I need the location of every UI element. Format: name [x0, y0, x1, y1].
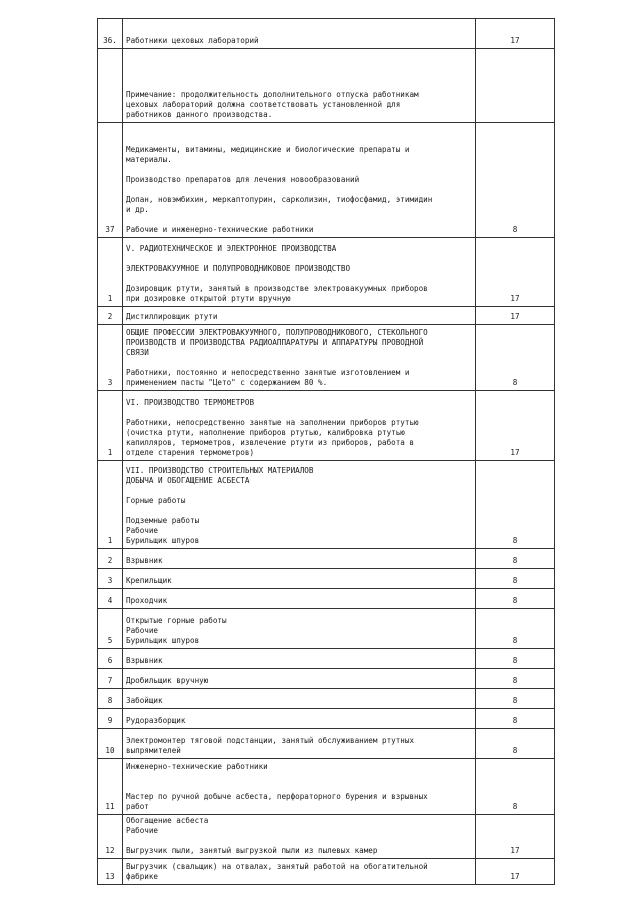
description-line: Работники цеховых лабораторий — [126, 36, 259, 45]
leave-days: 8 — [476, 461, 555, 549]
leave-days: 17 — [476, 19, 555, 49]
line-gap — [126, 506, 472, 516]
table-row — [98, 19, 555, 49]
row-number — [98, 49, 123, 123]
description-line: Крепильщик — [126, 576, 172, 585]
table-row — [98, 669, 555, 689]
description-line: фабрике — [126, 872, 159, 881]
description-line: Электромонтер тяговой подстанции, занятый обслуживанием ртутных — [126, 736, 415, 745]
table-row — [98, 815, 555, 859]
row-description — [123, 709, 476, 729]
row-description — [123, 19, 476, 49]
description-line: при дозировке открытой ртути вручную — [126, 294, 291, 303]
description-line: Инженерно-технические работники — [126, 762, 268, 771]
description-line: выпрямителей — [126, 746, 181, 755]
row-description — [123, 307, 476, 325]
row-description — [123, 689, 476, 709]
description-line: Работники, постоянно и непосредственно занятые изготовлением и — [126, 368, 410, 377]
description-line: Бурильщик шпуров — [126, 636, 200, 645]
description-line: Рабочие — [126, 626, 159, 635]
row-description — [123, 569, 476, 589]
line-gap — [126, 486, 472, 496]
leave-days — [476, 49, 555, 123]
description-line: Мастер по ручной добыче асбеста, перфораторного бурения и взрывных — [126, 792, 428, 801]
row-number: 2 — [98, 307, 123, 325]
table-row — [98, 549, 555, 569]
row-description — [123, 589, 476, 609]
row-number: 1 — [98, 461, 123, 549]
description-line: Работники, непосредственно занятые на заполнении приборов ртутью — [126, 418, 419, 427]
row-description — [123, 759, 476, 815]
description-line: Рабочие и инженерно-технические работники — [126, 225, 314, 234]
row-description — [123, 859, 476, 885]
description-line: (очистка ртути, наполнение приборов ртутью, калибровка ртутью — [126, 428, 405, 437]
description-line: Рудоразборщик — [126, 716, 186, 725]
description-line: Забойщик — [126, 696, 163, 705]
row-description — [123, 815, 476, 859]
row-number: 8 — [98, 689, 123, 709]
leave-days: 8 — [476, 325, 555, 391]
description-line: Открытые горные работы — [126, 616, 227, 625]
row-description — [123, 729, 476, 759]
description-line: отделе старения термометров) — [126, 448, 255, 457]
description-line: Обогащение асбеста — [126, 816, 209, 825]
description-line: материалы. — [126, 155, 172, 164]
row-description — [123, 238, 476, 307]
leave-days: 8 — [476, 549, 555, 569]
row-description — [123, 123, 476, 238]
row-description — [123, 649, 476, 669]
description-line: Горные работы — [126, 496, 186, 505]
line-gap — [126, 772, 472, 782]
row-number: 3 — [98, 325, 123, 391]
row-number: 9 — [98, 709, 123, 729]
table-row — [98, 307, 555, 325]
description-line: Проходчик — [126, 596, 168, 605]
row-description — [123, 391, 476, 461]
line-gap — [126, 274, 472, 284]
description-line: Выгрузчик (свальщик) на отвалах, занятый работой на обогатительной — [126, 862, 428, 871]
description-line: и др. — [126, 205, 149, 214]
description-line: V. РАДИОТЕХНИЧЕСКОЕ И ЭЛЕКТРОННОЕ ПРОИЗВОДСТВА — [126, 244, 337, 253]
leave-days: 17 — [476, 238, 555, 307]
row-description — [123, 461, 476, 549]
row-number: 37 — [98, 123, 123, 238]
line-gap — [126, 215, 472, 225]
description-line: ЭЛЕКТРОВАКУУМНОЕ И ПОЛУПРОВОДНИКОВОЕ ПРОИЗВОДСТВО — [126, 264, 351, 273]
line-gap — [126, 185, 472, 195]
leave-table-body — [98, 19, 555, 885]
leave-days: 8 — [476, 709, 555, 729]
description-line: ПРОИЗВОДСТВ И ПРОИЗВОДСТВА РАДИОАППАРАТУРЫ И АППАРАТУРЫ ПРОВОДНОЙ — [126, 338, 424, 347]
row-number: 4 — [98, 589, 123, 609]
description-line: работников данного производства. — [126, 110, 273, 119]
row-number: 12 — [98, 815, 123, 859]
leave-days: 8 — [476, 569, 555, 589]
table-row — [98, 709, 555, 729]
leave-table — [97, 18, 555, 885]
description-line: Дозировщик ртути, занятый в производстве электровакуумных приборов — [126, 284, 428, 293]
description-line: Дробильщик вручную — [126, 676, 209, 685]
leave-days: 8 — [476, 729, 555, 759]
table-row — [98, 689, 555, 709]
table-row — [98, 569, 555, 589]
row-number: 7 — [98, 669, 123, 689]
description-line: цеховых лабораторий должна соответствовать установленной для — [126, 100, 401, 109]
description-line: Рабочие — [126, 526, 159, 535]
description-line: Подземные работы — [126, 516, 200, 525]
description-line: Взрывник — [126, 656, 163, 665]
table-row — [98, 609, 555, 649]
row-description — [123, 669, 476, 689]
row-number: 5 — [98, 609, 123, 649]
table-row — [98, 325, 555, 391]
description-line: ОБЩИЕ ПРОФЕССИИ ЭЛЕКТРОВАКУУМНОГО, ПОЛУПРОВОДНИКОВОГО, СТЕКОЛЬНОГО — [126, 328, 428, 337]
row-description — [123, 325, 476, 391]
table-row — [98, 729, 555, 759]
row-description — [123, 549, 476, 569]
description-line: работ — [126, 802, 149, 811]
row-description — [123, 49, 476, 123]
table-row — [98, 391, 555, 461]
row-number: 2 — [98, 549, 123, 569]
leave-days: 17 — [476, 391, 555, 461]
row-number: 10 — [98, 729, 123, 759]
line-gap — [126, 408, 472, 418]
description-line: применением пасты "Цето" с содержанием 80 %. — [126, 378, 328, 387]
description-line: Примечание: продолжительность дополнительного отпуска работникам — [126, 90, 419, 99]
table-row — [98, 589, 555, 609]
leave-days: 8 — [476, 759, 555, 815]
table-row — [98, 759, 555, 815]
line-gap — [126, 782, 472, 792]
table-row — [98, 238, 555, 307]
description-line: VI. ПРОИЗВОДСТВО ТЕРМОМЕТРОВ — [126, 398, 255, 407]
description-line: Производство препаратов для лечения новообразований — [126, 175, 360, 184]
description-line: СВЯЗИ — [126, 348, 149, 357]
description-line: ДОБЫЧА И ОБОГАЩЕНИЕ АСБЕСТА — [126, 476, 250, 485]
leave-days: 17 — [476, 859, 555, 885]
description-line: капилляров, термометров, извлечение ртути из приборов, работа в — [126, 438, 415, 447]
row-number: 13 — [98, 859, 123, 885]
row-number: 1 — [98, 238, 123, 307]
table-row — [98, 123, 555, 238]
leave-days: 8 — [476, 649, 555, 669]
description-line: VII. ПРОИЗВОДСТВО СТРОИТЕЛЬНЫХ МАТЕРИАЛОВ — [126, 466, 314, 475]
table-row — [98, 649, 555, 669]
row-number: 36. — [98, 19, 123, 49]
line-gap — [126, 836, 472, 846]
row-number: 6 — [98, 649, 123, 669]
row-number: 11 — [98, 759, 123, 815]
row-description — [123, 609, 476, 649]
leave-days: 8 — [476, 589, 555, 609]
table-row — [98, 49, 555, 123]
description-line: Допан, новэмбихин, меркаптопурин, сарколизин, тиофосфамид, этимидин — [126, 195, 433, 204]
description-line: Бурильщик шпуров — [126, 536, 200, 545]
line-gap — [126, 165, 472, 175]
description-line: Медикаменты, витамины, медицинские и биологические препараты и — [126, 145, 410, 154]
description-line: Взрывник — [126, 556, 163, 565]
description-line: Выгрузчик пыли, занятый выгрузкой пыли из пылевых камер — [126, 846, 378, 855]
table-row — [98, 461, 555, 549]
line-gap — [126, 358, 472, 368]
description-line: Дистиллировщик ртути — [126, 312, 218, 321]
description-line: Рабочие — [126, 826, 159, 835]
leave-days: 8 — [476, 123, 555, 238]
line-gap — [126, 254, 472, 264]
leave-days: 8 — [476, 689, 555, 709]
table-row — [98, 859, 555, 885]
leave-days: 8 — [476, 609, 555, 649]
leave-days: 17 — [476, 307, 555, 325]
leave-days: 8 — [476, 669, 555, 689]
leave-days: 17 — [476, 815, 555, 859]
row-number: 3 — [98, 569, 123, 589]
row-number: 1 — [98, 391, 123, 461]
